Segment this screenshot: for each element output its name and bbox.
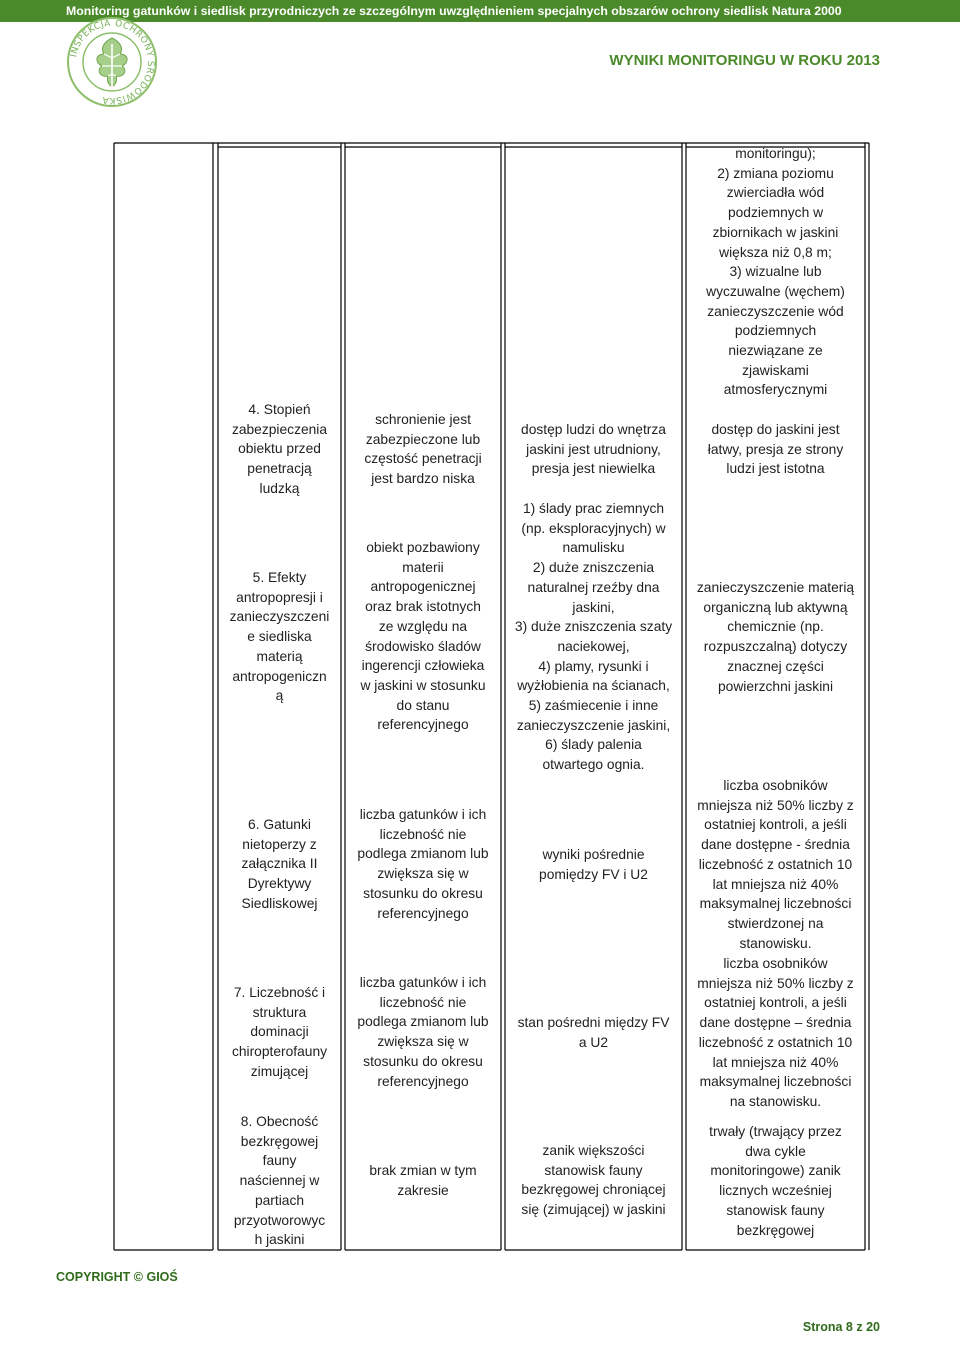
copyright: COPYRIGHT © GIOŚ xyxy=(56,1270,178,1284)
cell-u2-4: dostęp do jaskini jest łatwy, presja ze strony ludzi jest istotna xyxy=(707,422,844,477)
cell-param-5: 5. Efekty antropopresji i zanieczyszczeni e siedliska materią antropogeniczn ą xyxy=(229,570,330,704)
report-title: WYNIKI MONITORINGU W ROKU 2013 xyxy=(609,52,880,69)
cell-fv-4: schronienie jest zabezpieczone lub częstość penetracji jest bardzo niska xyxy=(364,412,482,487)
logo-text: INSPEKCJA OCHRONY ŚRODOWISKA xyxy=(69,18,156,106)
cell-u1-8: zanik większości stanowisk fauny bezkręgowej chroniącej się (zimującej) w jaskini xyxy=(521,1143,666,1218)
inspection-logo xyxy=(64,14,160,110)
cell-u1-7: stan pośredni między FV a U2 xyxy=(517,1015,670,1050)
cell-param-6: 6. Gatunki nietoperzy z załącznika II Dyrektywy Siedliskowej xyxy=(241,817,318,911)
cell-u2-8: trwały (trwający przez dwa cykle monitoringowe) zanik licznych wcześniej stanowisk fauny bezkręgowej xyxy=(709,1124,842,1238)
cell-fv-5: obiekt pozbawiony materii antropogenicznej oraz brak istotnych ze względu na środowisko śladów ingerencji człowieka w jaskini w stosunku do stanu referencyjnego xyxy=(360,540,486,733)
cell-fv-8: brak zmian w tym zakresie xyxy=(369,1163,477,1198)
cell-u1-6: wyniki pośrednie pomiędzy FV i U2 xyxy=(539,847,648,882)
cell-u1-5: 1) ślady prac ziemnych (np. eksploracyjnych) w namulisku 2) duże zniszczenia naturalnej rzeźby dna jaskini, 3) duże zniszczenia szaty naciekowej, 4) plamy, rysunki i wyżłobienia na ścianach, 5) zaśmiecenie i inne zanieczyszczenie jaskini, 6) ślady palenia otwartego ognia. xyxy=(514,501,673,773)
cell-u2-5: zanieczyszczenie materią organiczną lub aktywną chemicznie (np. rozpuszczalną) dotyczy znacznej części powierzchni jaskini xyxy=(696,580,855,694)
cell-u2-7: liczba osobników mniejsza niż 50% liczby z ostatniej kontroli, a jeśli dane dostępne – średnia liczebność z ostatnich 10 lat mniejsza niż 40% maksymalnej liczebności na stanowisku. xyxy=(697,956,854,1109)
cell-param-7: 7. Liczebność i struktura dominacji chiropterofauny zimującej xyxy=(231,985,328,1079)
cell-fv-7: liczba gatunków i ich liczebność nie podlega zmianom lub zwiększa się w stosunku do okresu referencyjnego xyxy=(357,975,489,1089)
cell-param-8: 8. Obecność bezkręgowej fauny naściennej w partiach przyotworowyc h jaskini xyxy=(233,1114,326,1248)
cell-fv-6: liczba gatunków i ich liczebność nie podlega zmianom lub zwiększa się w stosunku do okresu referencyjnego xyxy=(357,807,489,921)
header-title: Monitoring gatunków i siedlisk przyrodniczych ze szczególnym uwzględnieniem specjalnych obszarów ochrony siedlisk Natura 2000 xyxy=(66,4,842,18)
cell-top-u2: monitoringu); 2) zmiana poziomu zwierciadła wód podziemnych w zbiornikach w jaskini większa niż 0,8 m; 3) wizualne lub wyczuwalne (węchem) zanieczyszczenie wód podziemnych niezwiązane ze zjawiskami atmosferycznymi xyxy=(706,146,845,398)
cell-param-4: 4. Stopień zabezpieczenia obiektu przed penetracją ludzką xyxy=(231,402,328,496)
page-number: Strona 8 z 20 xyxy=(802,1320,880,1334)
cell-u1-4: dostęp ludzi do wnętrza jaskini jest utrudniony, presja jest niewielka xyxy=(521,422,666,477)
cell-u2-6: liczba osobników mniejsza niż 50% liczby z ostatniej kontroli, a jeśli dane dostępne - średnia liczebność z ostatnich 10 lat mniejsza niż 40% maksymalnej liczebności stwierdzonej na stanowisku. xyxy=(697,778,854,951)
